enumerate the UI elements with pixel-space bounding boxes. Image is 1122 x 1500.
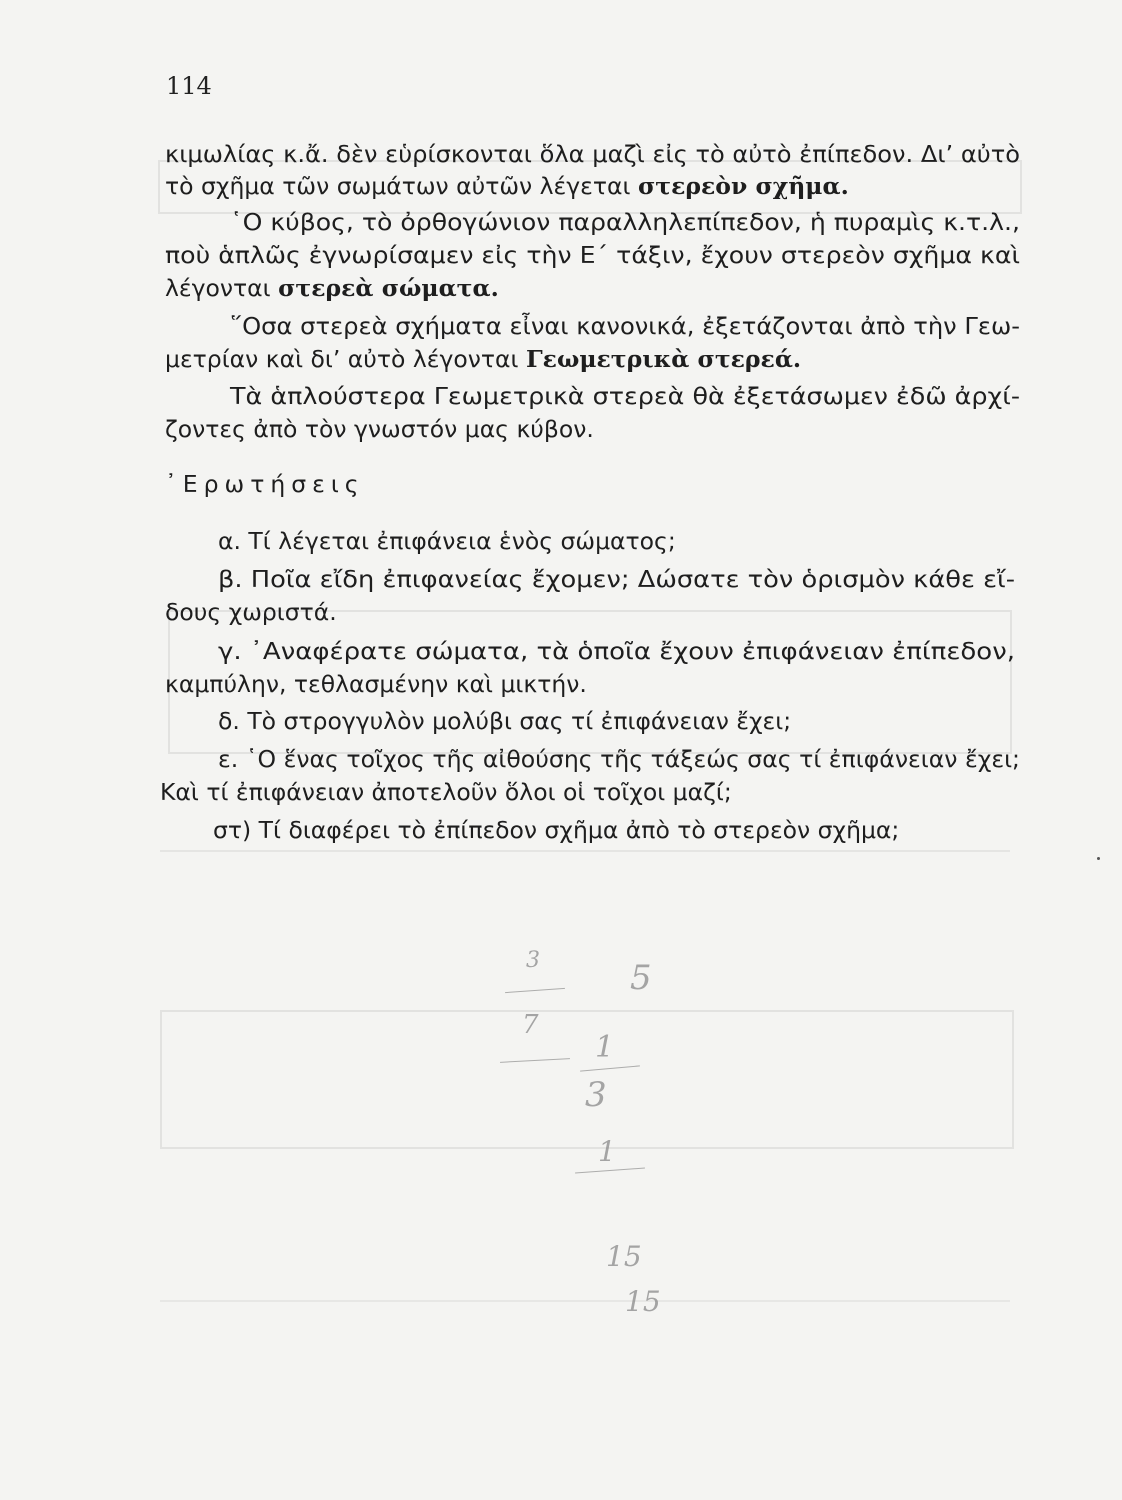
text-segment: β. Ποῖα εἴδη ἐπιφανείας ἔχομεν; Δώσατε τὸν ὁρισμὸν κάθε εἴ- [218,565,1016,593]
text-segment: ποὺ ἁπλῶς ἐγνωρίσαμεν εἰς τὴν Ε΄ τάξιν, ἔχουν στερεὸν σχῆμα καὶ [165,241,1020,269]
text-segment: λέγονται [165,274,279,302]
text-segment: δ. Τὸ στρογγυλὸν μολύβι σας τί ἐπιφάνειαν ἔχει; [218,707,792,735]
text-line [165,598,337,626]
text-line [230,382,1020,410]
text-line [165,670,587,698]
text-line [218,637,1015,665]
text-line [218,707,791,735]
text-segment: Καὶ τί ἐπιφάνειαν ἀποτελοῦν ὅλοι οἱ τοῖχοι μαζί; [160,778,732,806]
pencil-mark: 15 [625,1285,661,1318]
bleed-through-rule [160,850,1010,852]
term-bold: Γεωμετρικὰ στερεά. [525,345,802,373]
text-line [218,527,676,555]
text-line [230,312,1020,340]
text-line [165,345,801,373]
text-segment: Τὰ ἁπλούστερα Γεωμετρικὰ στερεὰ θὰ ἐξετάσωμεν ἐδῶ ἀρχί- [230,382,1020,410]
text-line [213,816,899,844]
text-line [165,470,365,498]
pencil-mark: 3 [585,1075,607,1115]
pencil-mark: 3 [526,948,540,973]
text-line [218,565,1015,593]
pencil-stroke [575,1168,645,1174]
term-bold: στερεὰ σώματα. [278,274,499,302]
pencil-stroke [505,988,565,993]
text-segment: γ. ᾿Αναφέρατε σώματα, τὰ ὁποῖα ἔχουν ἐπιφάνειαν ἐπίπεδον, [218,637,1016,665]
text-segment: μετρίαν καὶ δι’ αὐτὸ λέγονται [165,345,526,373]
bleed-through-rule [160,1300,1010,1302]
term-bold: στερεὸν σχῆμα. [637,172,849,200]
pencil-mark: 1 [598,1135,616,1168]
text-line [230,208,1020,236]
text-line [165,172,849,200]
text-line [160,778,732,806]
pencil-mark: 7 [522,1010,539,1040]
text-segment: στ) Τί διαφέρει τὸ ἐπίπεδον σχῆμα ἀπὸ τὸ στερεὸν σχῆμα; [213,816,900,844]
text-segment: καμπύλην, τεθλασμένην καὶ μικτήν. [165,670,587,698]
page-number: 114 [166,72,212,100]
text-line [218,745,1020,773]
text-segment: δους χωριστά. [165,598,337,626]
pencil-dot [1097,857,1100,860]
section-heading: ᾿Ερωτήσεις [165,470,365,498]
text-segment: α. Τί λέγεται ἐπιφάνεια ἑνὸς σώματος; [218,527,676,555]
text-line [165,274,499,302]
text-segment: ῞Οσα στερεὰ σχήματα εἶναι κανονικά, ἐξετάζονται ἀπὸ τὴν Γεω- [230,312,1020,340]
text-line [165,415,594,443]
text-segment: ῾Ο κύβος, τὸ ὀρθογώνιον παραλληλεπίπεδον, ἡ πυραμὶς κ.τ.λ., [230,208,1020,236]
text-line [165,241,1020,269]
text-line [165,140,1020,168]
pencil-mark: 15 [606,1240,642,1273]
text-segment: κιμωλίας κ.ἄ. δὲν εὑρίσκονται ὅλα μαζὶ εἰς τὸ αὐτὸ ἐπίπεδον. Δι’ αὐτὸ [165,140,1020,168]
pencil-mark: 5 [630,958,652,998]
text-segment: ζοντες ἀπὸ τὸν γνωστόν μας κύβον. [165,415,594,443]
text-segment: τὸ σχῆμα τῶν σωμάτων αὐτῶν λέγεται [165,172,638,200]
text-segment: ε. ῾Ο ἕνας τοῖχος τῆς αἰθούσης τῆς τάξεώς σας τί ἐπιφάνειαν ἔχει; [218,745,1020,773]
pencil-mark: 1 [595,1030,615,1065]
